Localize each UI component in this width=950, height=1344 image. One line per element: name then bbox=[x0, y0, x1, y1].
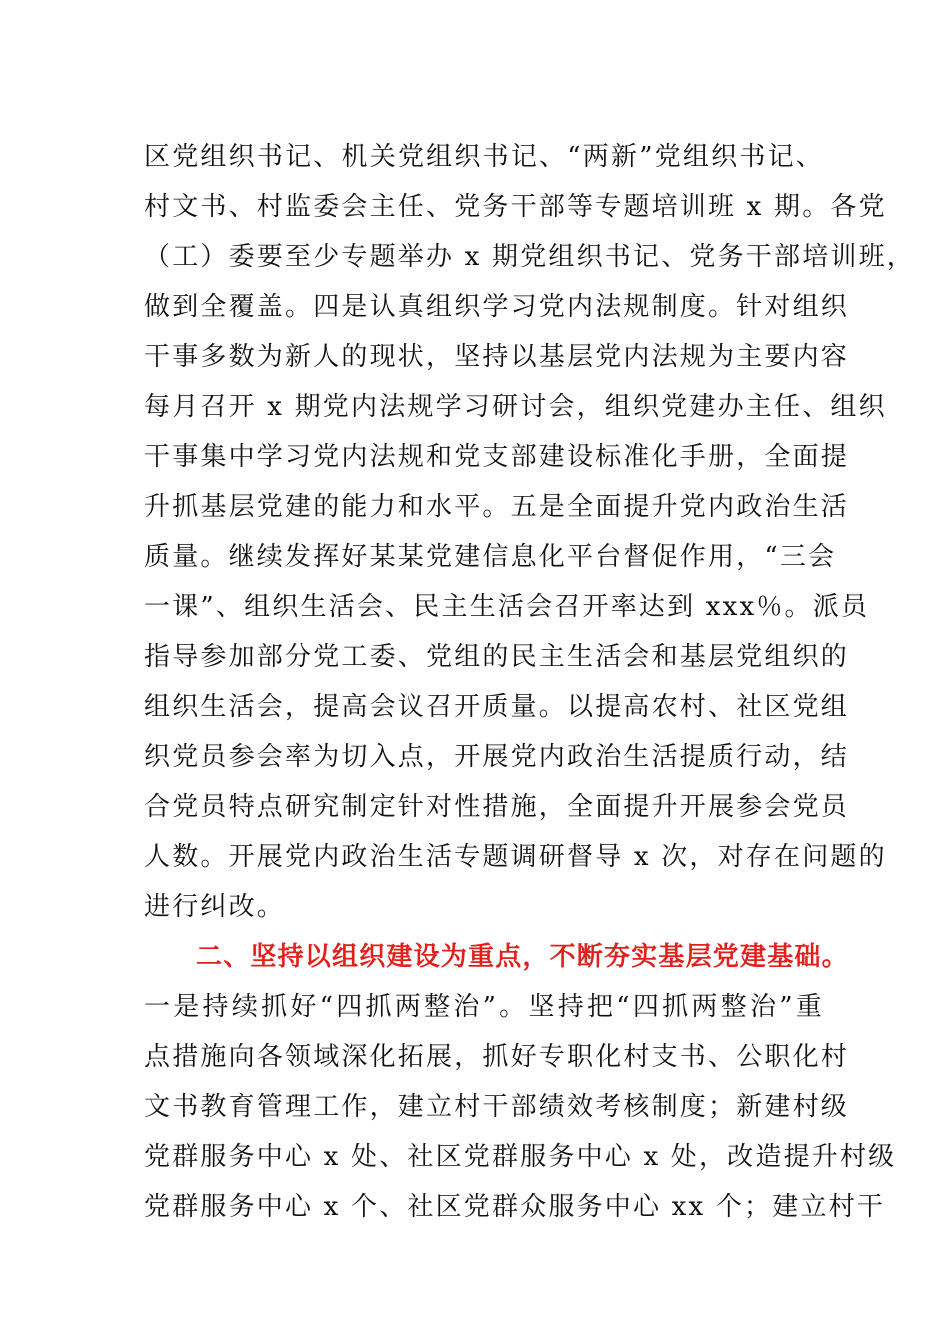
paragraph-line: 组织生活会，提高会议召开质量。以提高农村、社区党组 bbox=[144, 692, 850, 722]
paragraph-line: 区党组织书记、机关党组织书记、“两新”党组织书记、 bbox=[144, 142, 824, 172]
paragraph-line: 村文书、村监委会主任、党务干部等专题培训班 x 期。各党 bbox=[144, 192, 887, 222]
paragraph-line: 升抓基层党建的能力和水平。五是全面提升党内政治生活 bbox=[144, 492, 850, 522]
paragraph-line: 干事多数为新人的现状，坚持以基层党内法规为主要内容 bbox=[144, 342, 850, 372]
paragraph-line: 质量。继续发挥好某某党建信息化平台督促作用，“三会 bbox=[144, 542, 837, 572]
paragraph-line: 点措施向各领域深化拓展，抓好专职化村支书、公职化村 bbox=[144, 1042, 850, 1072]
paragraph-line: 一课”、组织生活会、民主生活会召开率达到 xxx％。派员 bbox=[144, 592, 870, 622]
paragraph-line: 合党员特点研究制定针对性措施，全面提升开展参会党员 bbox=[144, 792, 850, 822]
paragraph-line: 党群服务中心 x 处、社区党群服务中心 x 处，改造提升村级 bbox=[144, 1142, 897, 1172]
paragraph-line: 文书教育管理工作，建立村干部绩效考核制度；新建村级 bbox=[144, 1092, 850, 1122]
section-heading: 二、坚持以组织建设为重点，不断夯实基层党建基础。 bbox=[196, 942, 849, 972]
paragraph-line: 做到全覆盖。四是认真组织学习党内法规制度。针对组织 bbox=[144, 292, 850, 322]
paragraph-line: 每月召开 x 期党内法规学习研讨会，组织党建办主任、组织 bbox=[144, 392, 887, 422]
paragraph-line: 人数。开展党内政治生活专题调研督导 x 次，对存在问题的 bbox=[144, 842, 887, 872]
paragraph-line: 织党员参会率为切入点，开展党内政治生活提质行动，结 bbox=[144, 742, 850, 772]
paragraph-line: （工）委要至少专题举办 x 期党组织书记、党务干部培训班， bbox=[144, 242, 915, 272]
paragraph-line: 一是持续抓好“四抓两整治”。坚持把“四抓两整治”重 bbox=[144, 992, 824, 1022]
paragraph-line: 党群服务中心 x 个、社区党群众服务中心 xx 个；建立村干 bbox=[144, 1192, 886, 1222]
paragraph-line: 指导参加部分党工委、党组的民主生活会和基层党组织的 bbox=[144, 642, 850, 672]
paragraph-line: 干事集中学习党内法规和党支部建设标准化手册，全面提 bbox=[144, 442, 850, 472]
paragraph-line: 进行纠改。 bbox=[144, 892, 286, 922]
